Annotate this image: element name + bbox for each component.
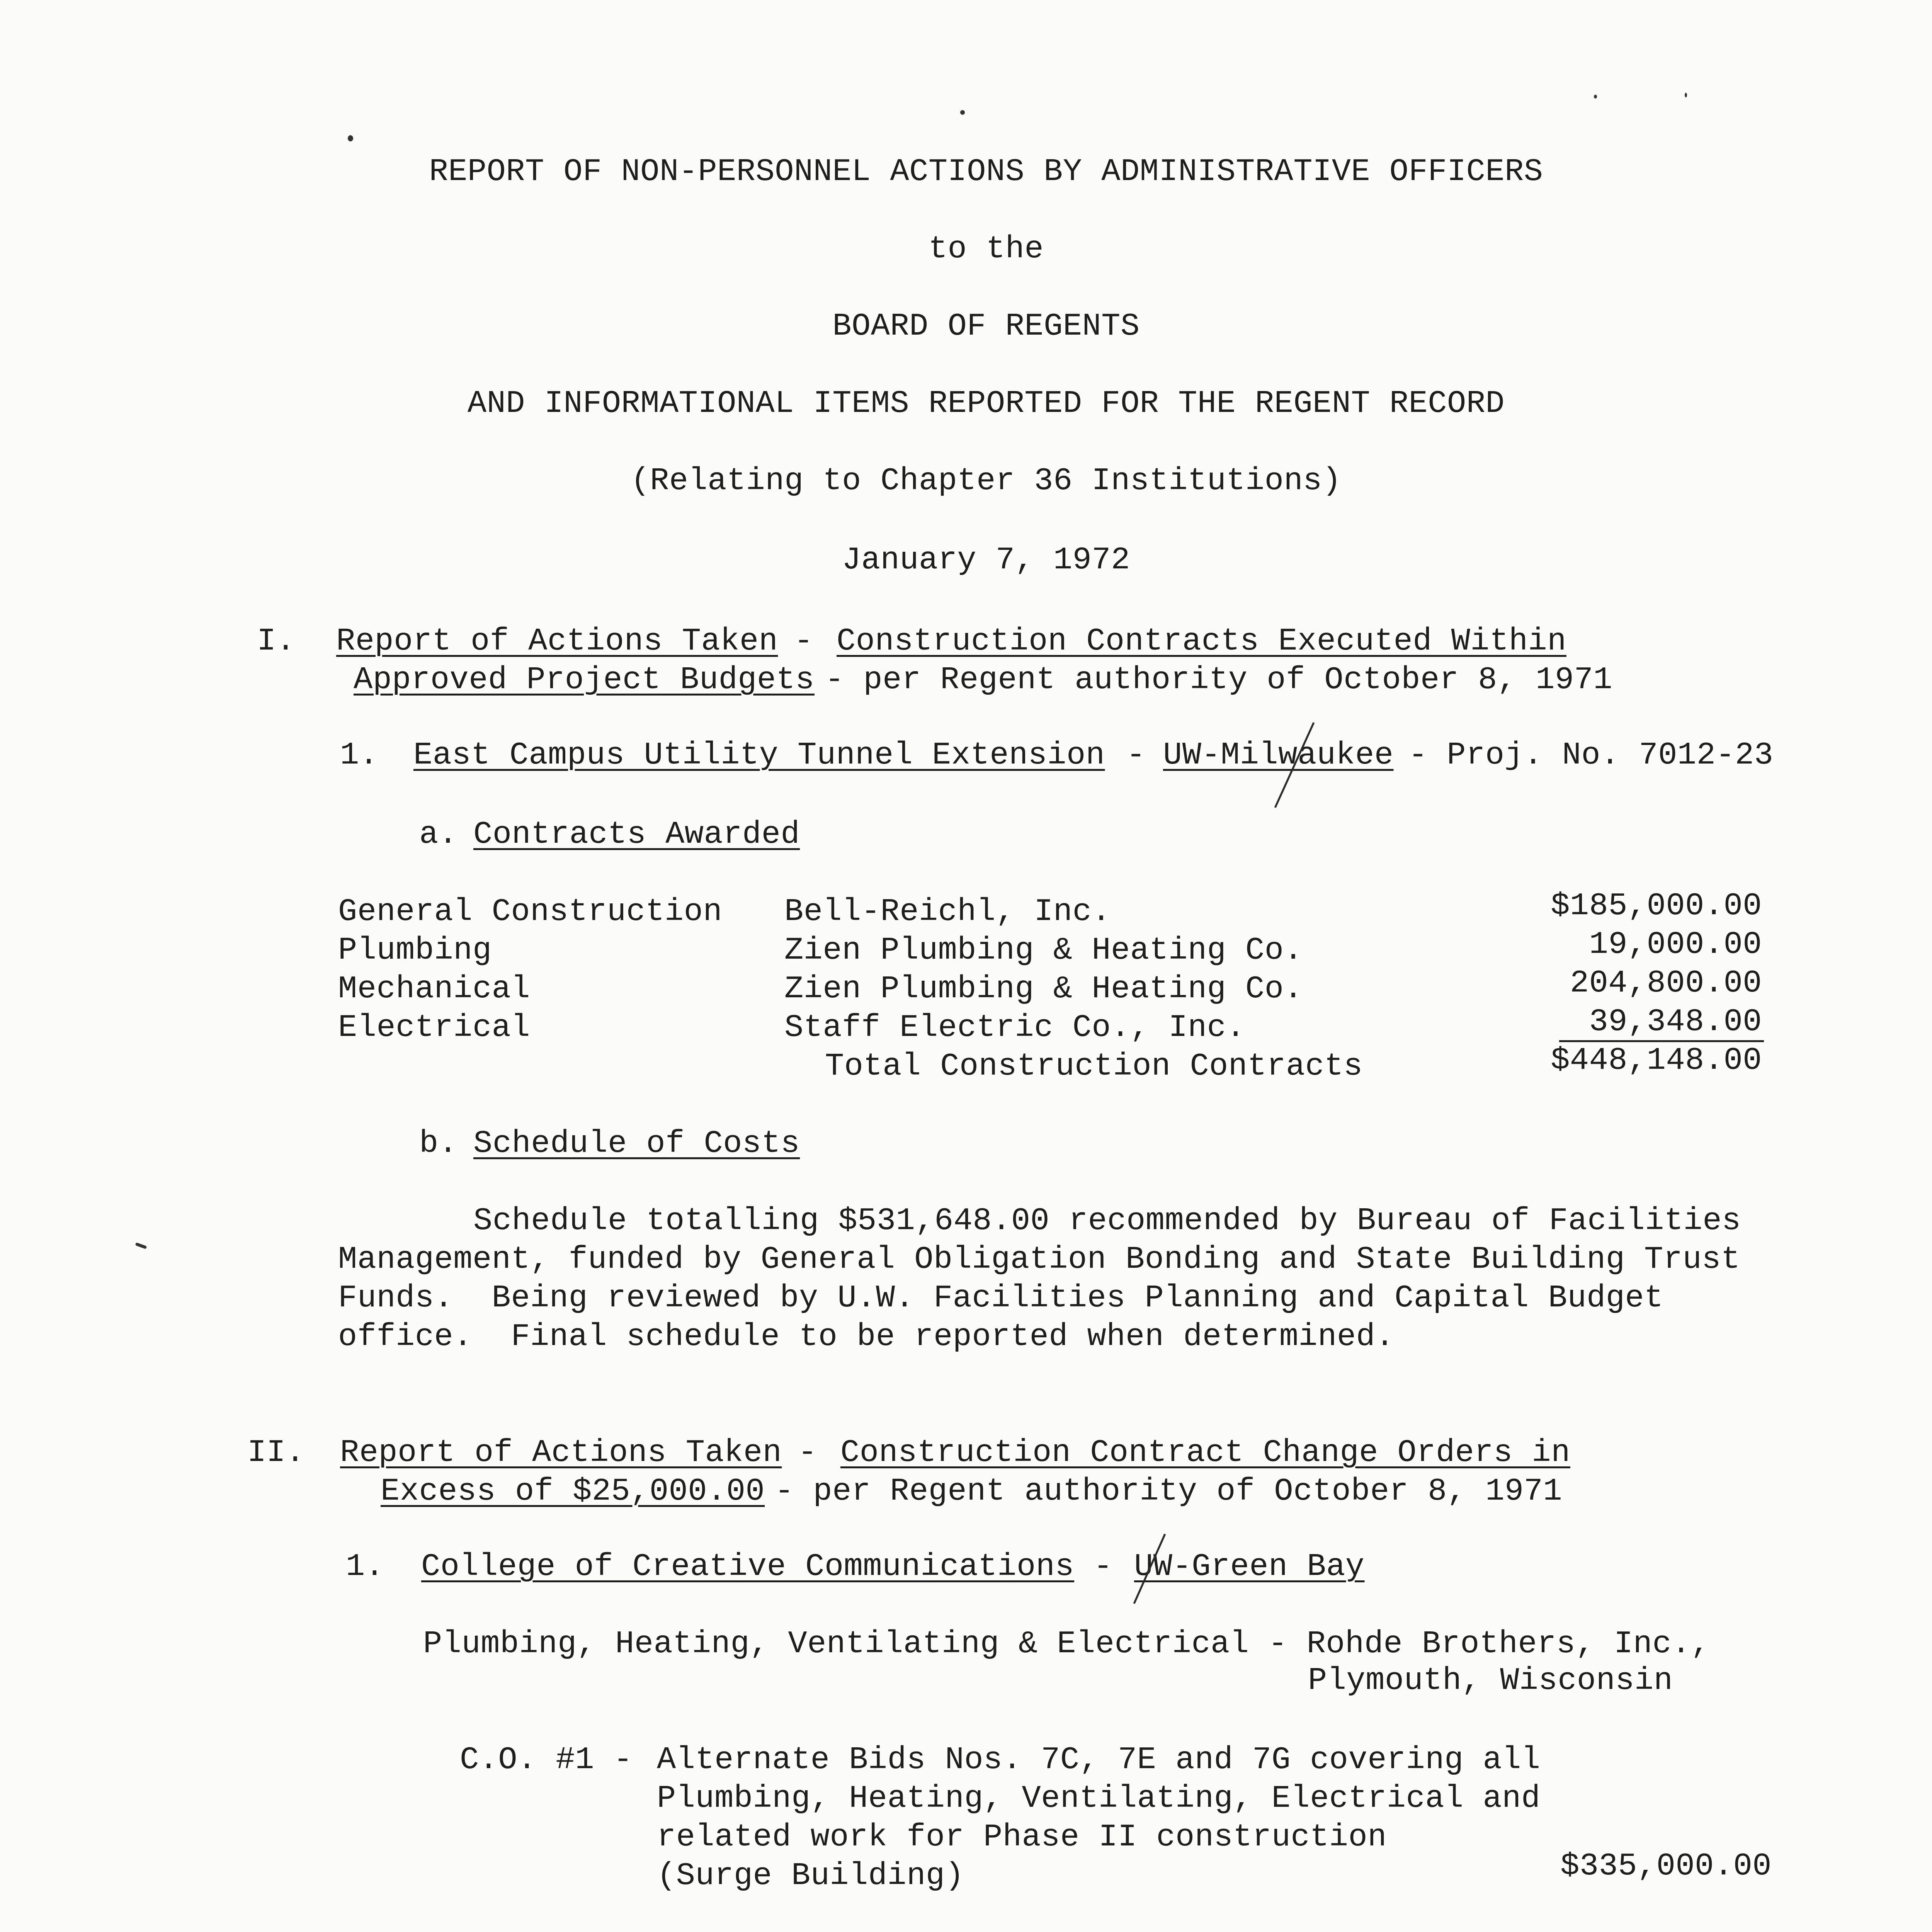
section1-title-c: Approved Project Budgets bbox=[354, 662, 815, 698]
schedule-line: Funds. Being reviewed by U.W. Facilities Planning and Capital Budget bbox=[338, 1280, 1663, 1316]
contractor1-line2: Plymouth, Wisconsin bbox=[1308, 1663, 1673, 1699]
scan-speck bbox=[135, 1242, 147, 1249]
report-chapter: (Relating to Chapter 36 Institutions) bbox=[631, 463, 1342, 499]
co1-label: C.O. #1 - bbox=[460, 1742, 633, 1778]
schedule-of-costs-label: b. bbox=[419, 1126, 458, 1162]
contract-type: Plumbing bbox=[338, 932, 492, 968]
section2-dash: - bbox=[798, 1435, 817, 1471]
total-label: Total Construction Contracts bbox=[825, 1048, 1363, 1084]
report-date: January 7, 1972 bbox=[842, 542, 1130, 578]
contract-type: Electrical bbox=[338, 1010, 531, 1046]
co1-line: Alternate Bids Nos. 7C, 7E and 7G covering all bbox=[657, 1742, 1541, 1778]
report-informational: AND INFORMATIONAL ITEMS REPORTED FOR THE REGENT RECORD bbox=[467, 386, 1505, 422]
schedule-line: Schedule totalling $531,648.00 recommended by Bureau of Facilities bbox=[473, 1203, 1741, 1239]
section1-dash: - bbox=[794, 623, 813, 659]
contracts-awarded-label: a. bbox=[419, 816, 458, 852]
total-amount: $448,148.00 bbox=[1551, 1043, 1762, 1078]
section1-numeral: I. bbox=[257, 623, 296, 659]
section2-item1-name: College of Creative Communications bbox=[421, 1549, 1075, 1585]
section2-title-c: Excess of $25,000.00 bbox=[381, 1473, 765, 1509]
scan-speck bbox=[960, 110, 965, 115]
section2-item1-campus: UW-Green Bay bbox=[1134, 1549, 1365, 1585]
section1-title-a: Report of Actions Taken bbox=[336, 623, 778, 659]
section1-title-b: Construction Contracts Executed Within bbox=[837, 623, 1566, 659]
scan-speck bbox=[1685, 93, 1687, 97]
checkmark-slash-mark bbox=[1128, 1530, 1175, 1607]
section2-title-b: Construction Contract Change Orders in bbox=[840, 1435, 1570, 1471]
contract-type: General Construction bbox=[338, 894, 723, 930]
contractor1-line1: Plumbing, Heating, Ventilating & Electrical - Rohde Brothers, Inc., bbox=[423, 1626, 1710, 1662]
section1-item1-name: East Campus Utility Tunnel Extension bbox=[413, 737, 1105, 773]
section2-item1-number: 1. bbox=[346, 1549, 384, 1585]
contract-amount: 39,348.00 bbox=[1589, 1004, 1762, 1040]
section2-title-d: - per Regent authority of October 8, 1971 bbox=[775, 1473, 1563, 1509]
schedule-of-costs-title: Schedule of Costs bbox=[473, 1126, 800, 1162]
checkmark-slash-mark bbox=[1267, 719, 1321, 811]
scan-speck bbox=[348, 135, 353, 141]
co1-line: related work for Phase II construction bbox=[657, 1819, 1387, 1855]
contract-contractor: Staff Electric Co., Inc. bbox=[784, 1010, 1245, 1046]
scan-speck bbox=[1594, 95, 1597, 99]
section2-title-a: Report of Actions Taken bbox=[340, 1435, 782, 1471]
contract-amount: $185,000.00 bbox=[1551, 888, 1762, 924]
section1-item1-proj: - Proj. No. 7012-23 bbox=[1408, 737, 1774, 773]
contract-amount: 204,800.00 bbox=[1570, 965, 1762, 1001]
section1-item1-number: 1. bbox=[340, 737, 379, 773]
section2-item1-sep: - bbox=[1094, 1549, 1113, 1585]
section2-numeral: II. bbox=[247, 1435, 305, 1471]
contract-type: Mechanical bbox=[338, 971, 531, 1007]
section1-title-d: - per Regent authority of October 8, 1971 bbox=[825, 662, 1613, 698]
report-board: BOARD OF REGENTS bbox=[832, 308, 1140, 344]
contracts-awarded-title: Contracts Awarded bbox=[473, 816, 800, 852]
schedule-line: office. Final schedule to be reported when determined. bbox=[338, 1319, 1395, 1355]
report-subtitle-to: to the bbox=[928, 231, 1044, 267]
contract-amount: 19,000.00 bbox=[1589, 927, 1762, 963]
section1-item1-sep: - bbox=[1126, 737, 1146, 773]
contract-contractor: Zien Plumbing & Heating Co. bbox=[784, 932, 1303, 968]
report-title: REPORT OF NON-PERSONNEL ACTIONS BY ADMINISTRATIVE OFFICERS bbox=[429, 154, 1543, 190]
co1-line: Plumbing, Heating, Ventilating, Electrical and bbox=[657, 1781, 1541, 1816]
co1-line: (Surge Building) bbox=[657, 1858, 964, 1894]
co1-amount: $335,000.00 bbox=[1560, 1848, 1772, 1884]
contract-contractor: Bell-Reichl, Inc. bbox=[784, 894, 1111, 930]
section1-item1-campus: UW-Milwaukee bbox=[1163, 737, 1394, 773]
schedule-line: Management, funded by General Obligation Bonding and State Building Trust bbox=[338, 1242, 1740, 1277]
contract-contractor: Zien Plumbing & Heating Co. bbox=[784, 971, 1303, 1007]
